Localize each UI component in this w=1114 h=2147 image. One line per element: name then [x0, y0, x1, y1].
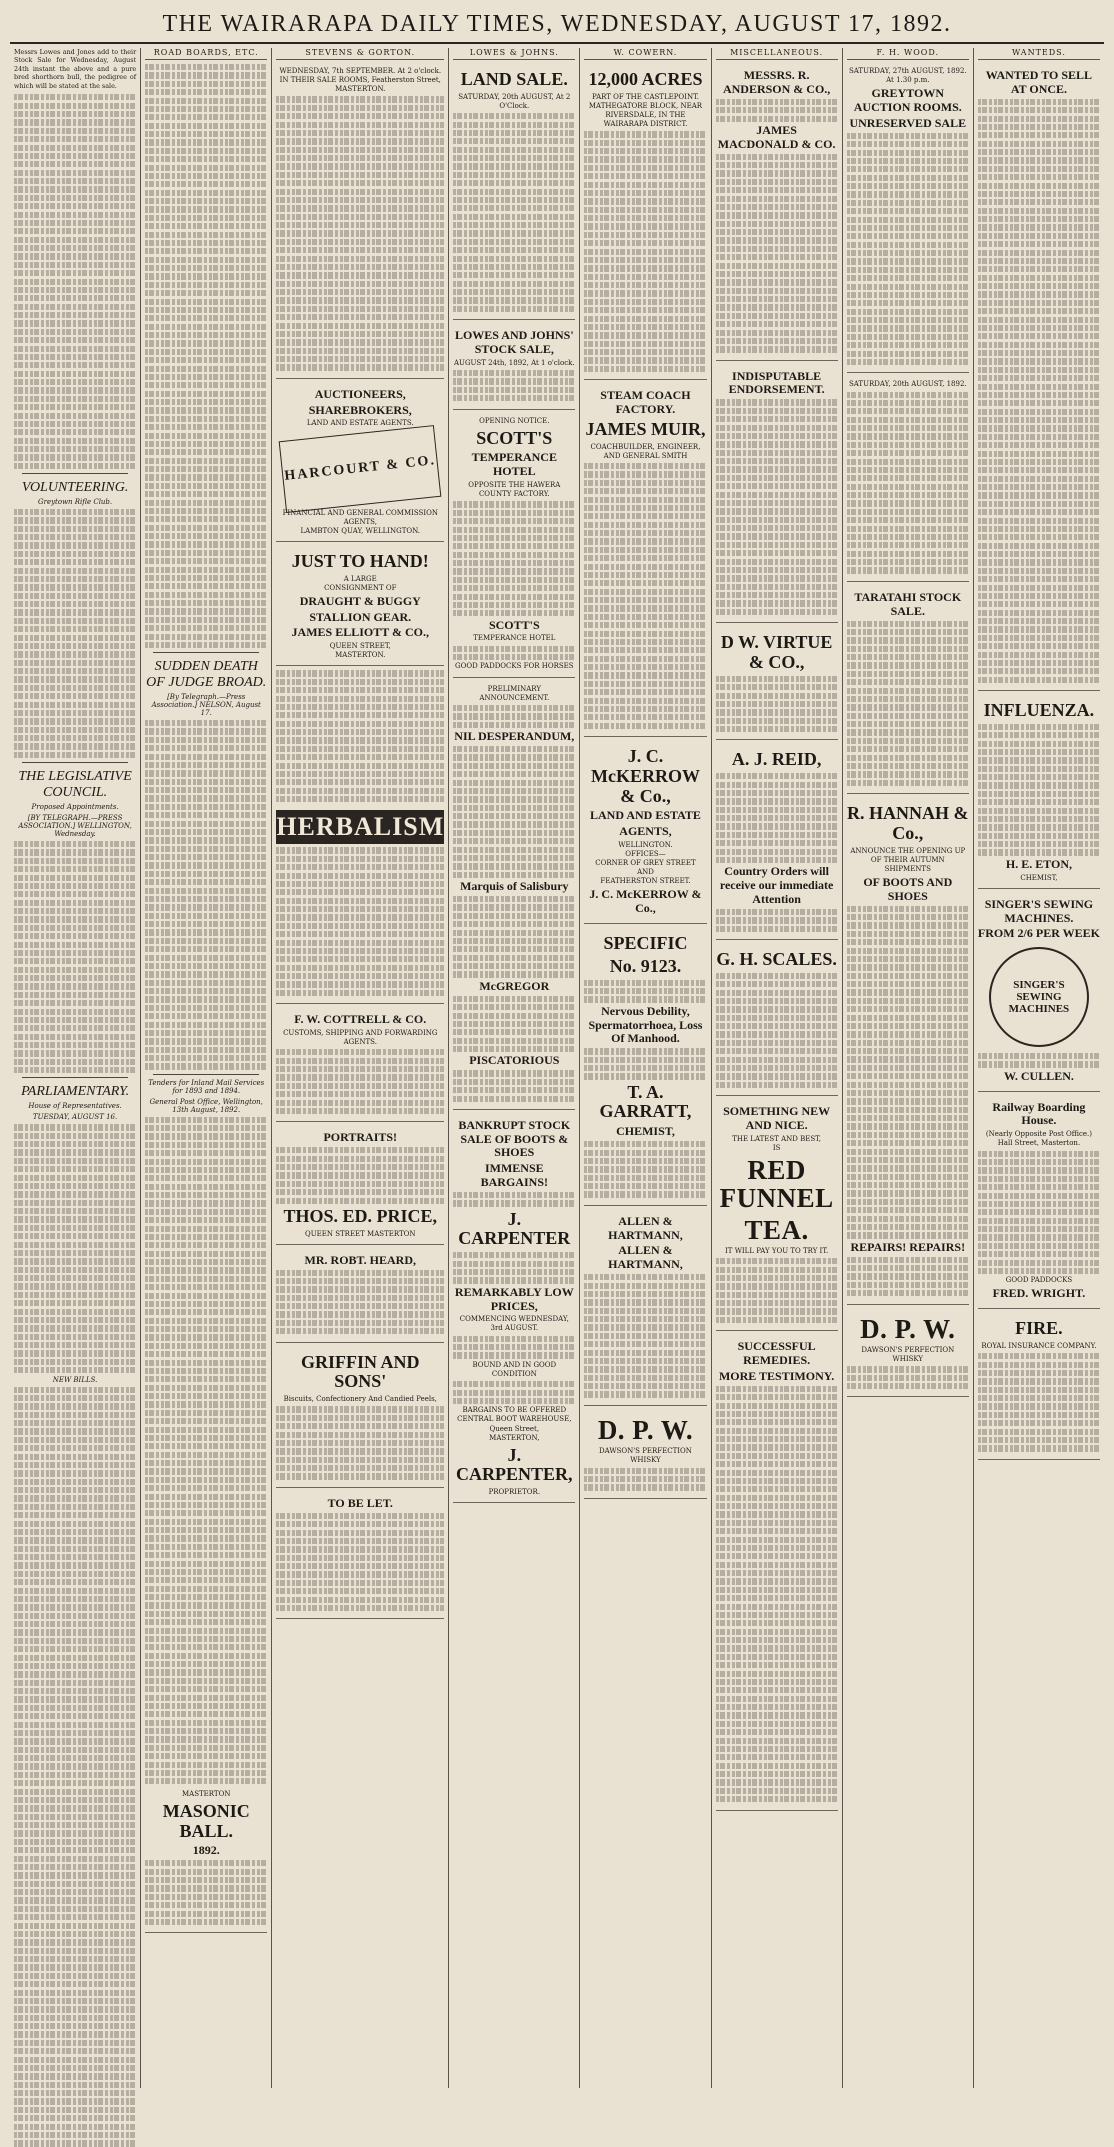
intro-paragraph: Messrs Lowes and Jones add to their Stock Sale for Wednesday, August 24th instant the above and a pure bred shorthorn bull, the pedigree of which will be stated at the sale. [14, 48, 137, 90]
scales: G. H. SCALES. [716, 949, 837, 970]
land-estate: LAND AND ESTATE AGENTS. [306, 419, 414, 428]
agents: AGENTS, [619, 824, 672, 839]
specific: SPECIFIC [603, 933, 688, 954]
carpenter: J. CARPENTER [458, 1208, 571, 1249]
temperance-sub: OPPOSITE THE HAWERA COUNTY FACTORY. [468, 481, 561, 499]
scotts: SCOTT'S [476, 427, 553, 448]
dpw-1-sub: DAWSON'S PERFECTION WHISKY [599, 1447, 692, 1465]
cottrell: F. W. COTTRELL & CO. [294, 1012, 427, 1027]
ad-specific [584, 928, 706, 1206]
remarkably: REMARKABLY LOW PRICES, [454, 1284, 574, 1313]
acres-sub: PART OF THE CASTLEPOINT. MATHEGATORE BLOCK, NEAR RIVERSDALE, IN THE WAIRARAPA DISTRICT. [588, 92, 703, 129]
greytown: GREYTOWN AUCTION ROOMS. [853, 86, 962, 114]
ad-endorsement [716, 365, 838, 624]
ad-dpw-1 [584, 1410, 706, 1499]
land-agents: LAND AND ESTATE [590, 808, 701, 823]
dpw-2: D. P. W. [860, 1313, 956, 1344]
indisputable: INDISPUTABLE ENDORSEMENT. [728, 368, 825, 397]
ad-muir [584, 384, 706, 737]
tenders-title: Tenders for Inland Mail Services for 1893 and 1894. [148, 1078, 265, 1095]
railway: Railway Boarding House. [992, 1099, 1086, 1128]
column-3 [272, 48, 449, 2088]
marquis: Marquis of Salisbury [460, 879, 569, 894]
heading-legislative-council: THE LEGISLATIVE COUNCIL. [18, 769, 132, 801]
ad-fire [978, 1313, 1100, 1460]
scotts-2: SCOTT'S [488, 617, 540, 632]
financial: FINANCIAL AND GENERAL COMMISSION AGENTS, [282, 508, 438, 526]
harcourt-stamp [279, 425, 442, 513]
anderson: MESSRS. R. ANDERSON & CO., [722, 68, 831, 96]
prelim: PRELIMINARY ANNOUNCEMENT. [479, 684, 550, 702]
newspaper-title: THE WAIRARAPA DAILY TIMES, WEDNESDAY, AUGUST 17, 1892. [162, 10, 952, 37]
latest: THE LATEST AND BEST, [732, 1134, 822, 1143]
macdonald: JAMES MACDONALD & CO. [717, 122, 836, 151]
ad-allen [584, 1210, 706, 1406]
tea: TEA. [744, 1214, 809, 1245]
cottrell-sub: CUSTOMS, SHIPPING AND FORWARDING AGENTS. [283, 1028, 438, 1047]
dpw-1: D. P. W. [597, 1414, 694, 1445]
paddocks: GOOD PADDOCKS [1005, 1276, 1073, 1285]
ad-cottrell [276, 1008, 444, 1122]
paddocks: GOOD PADDOCKS FOR HORSES [455, 662, 574, 671]
portraits: PORTRAITS! [323, 1130, 398, 1145]
death-dateline: [By Telegraph.—Press Association.] NELSON, August 17. [151, 693, 261, 718]
repairs: REPAIRS! REPAIRS! [850, 1239, 966, 1254]
house-date: TUESDAY, AUGUST 16. [32, 1113, 118, 1122]
singer-seal-text: SINGER'S SEWING MACHINES [1008, 979, 1070, 1016]
a-large: A LARGE [343, 574, 377, 583]
column-header-miscellaneous: MISCELLANEOUS. [716, 48, 838, 60]
heading-sudden-death: SUDDEN DEATH OF JUDGE BROAD. [146, 659, 267, 691]
opening: OPENING NOTICE. [479, 416, 550, 425]
piscatorious: PISCATORIOUS [469, 1053, 560, 1068]
herbalism: HERBALISM [276, 810, 444, 844]
land-date: SATURDAY, 20th AUGUST, At 2 O'Clock. [458, 92, 571, 110]
ad-mckerrow [584, 741, 706, 924]
griffin-sub: Biscuits, Confectionery And Candied Peels, [283, 1395, 437, 1404]
column-2 [141, 48, 272, 2088]
carpenter-2: J. CARPENTER, [456, 1444, 573, 1485]
singer-seal [989, 947, 1089, 1047]
column-6 [712, 48, 843, 2088]
elliott: JAMES ELLIOTT & CO., [291, 625, 430, 640]
ad-wanted [978, 64, 1100, 691]
acres: 12,000 ACRES [588, 69, 703, 89]
column-header-lowes-johns: LOWES & JOHNS. [453, 48, 575, 60]
garratt: T. A. GARRATT, [599, 1081, 692, 1122]
testimony: MORE TESTIMONY. [718, 1368, 835, 1383]
column-5 [580, 48, 711, 2088]
hannah: R. HANNAH & Co., [847, 803, 969, 843]
column-4 [449, 48, 580, 2088]
muir: JAMES MUIR, [585, 418, 706, 439]
sale-date: WEDNESDAY, 7th SEPTEMBER. At 2 o'clock. [279, 67, 442, 75]
stock-sale: LOWES AND JOHNS' STOCK SALE, [454, 328, 574, 356]
ad-stallions [453, 682, 575, 1110]
bargains: IMMENSE BARGAINS! [480, 1161, 548, 1190]
new-bills-heading: NEW BILLS. [52, 1375, 98, 1384]
ad-herbalism [276, 804, 444, 1004]
ad-acres [584, 64, 706, 380]
stallion: STALLION GEAR. [309, 609, 412, 624]
cullen: W. CULLEN. [1003, 1068, 1074, 1083]
ad-remedies [716, 1335, 838, 1810]
mckerrow: J. C. McKERROW & Co., [590, 746, 700, 806]
commencing: COMMENCING WEDNESDAY, 3rd AUGUST. [459, 1315, 569, 1333]
ad-elliott [276, 546, 444, 667]
ad-carpenter [453, 1114, 575, 1503]
mcgregor: McGREGOR [479, 978, 550, 993]
temperance-2: TEMPERANCE HOTEL [473, 634, 556, 643]
influenza: INFLUENZA. [983, 700, 1095, 721]
eton: H. E. ETON, [1005, 856, 1072, 871]
ad-sale-stevens [276, 64, 444, 379]
it-will-pay: IT WILL PAY YOU TO TRY IT. [725, 1246, 829, 1255]
column-8 [974, 48, 1104, 2088]
masterton: MASTERTON. [335, 651, 386, 660]
column-header-road-boards: ROAD BOARDS, ETC. [145, 48, 267, 60]
queen-st: QUEEN STREET, [329, 642, 391, 651]
tenders-from: General Post Office, Wellington, 13th August, 1892. [149, 1097, 263, 1114]
something: SOMETHING NEW AND NICE. [723, 1104, 831, 1132]
red-funnel: RED FUNNEL [719, 1154, 834, 1214]
taratahi: TARATAHI STOCK SALE. [854, 589, 962, 618]
eton-chemist: CHEMIST, [1020, 873, 1058, 882]
ad-influenza [978, 695, 1100, 889]
masthead [10, 6, 1104, 44]
ad-masonic-ball [145, 1787, 267, 1934]
ad-dpw-2 [847, 1309, 969, 1398]
column-header-cowern: W. COWERN. [584, 48, 706, 60]
nervous: Nervous Debility, Spermatorrhoea, Loss Of Manhood. [588, 1003, 703, 1046]
masonic-town: MASTERTON [181, 1789, 231, 1798]
ad-griffin [276, 1347, 444, 1488]
consignment: CONSIGNMENT OF [324, 583, 397, 592]
ad-land-sale [453, 64, 575, 320]
mckerrow-2: J. C. McKERROW & Co., [589, 887, 702, 916]
is: IS [772, 1143, 781, 1152]
column-header-wanteds: WANTEDS. [978, 48, 1100, 60]
just-to-hand: JUST TO HAND! [291, 550, 429, 571]
from: FROM 2/6 PER WEEK [977, 926, 1100, 941]
ad-stock-sale [453, 324, 575, 409]
ad-reid [716, 744, 838, 940]
draught: DRAUGHT & BUGGY [299, 593, 421, 608]
heading-volunteering: VOLUNTEERING. [21, 479, 129, 495]
stock-date: AUGUST 24th, 1892, At 1 o'clock. [453, 358, 575, 367]
offices: OFFICES— [625, 850, 666, 859]
auctioneers: AUCTIONEERS, [314, 386, 406, 401]
council-dateline: [BY TELEGRAPH.—PRESS ASSOCIATION.] WELLINGTON, Wednesday. [18, 814, 132, 839]
allen-2: ALLEN & HARTMANN, [608, 1243, 683, 1272]
ad-heard [276, 1249, 444, 1343]
wanted: WANTED TO SELL AT ONCE. [985, 68, 1093, 96]
subheading-house: House of Representatives. [28, 1102, 122, 1111]
to-let: TO BE LET. [327, 1495, 393, 1510]
price: THOS. ED. PRICE, [283, 1205, 438, 1226]
ad-wood-sale-2 [847, 377, 969, 582]
virtue: D W. VIRTUE & CO., [720, 632, 833, 673]
ad-harcourt [276, 383, 444, 542]
fire: FIRE. [1015, 1318, 1063, 1339]
railway-sub: (Nearly Opposite Post Office.) [985, 1130, 1092, 1139]
temperance: TEMPERANCE HOTEL [471, 450, 557, 479]
column-header-stevens-gorton: STEVENS & GORTON. [276, 48, 444, 60]
price-sub: QUEEN STREET MASTERTON [305, 1229, 416, 1238]
column-1 [10, 48, 141, 2088]
wellington: WELLINGTON. [618, 840, 673, 849]
ad-singer [978, 893, 1100, 1092]
royal: ROYAL INSURANCE COMPANY. [981, 1341, 1097, 1350]
successful: SUCCESSFUL REMEDIES. [737, 1339, 816, 1367]
ad-scales [716, 944, 838, 1096]
sale-date: SATURDAY, 27th AUGUST, 1892. At 1.30 p.m. [848, 67, 967, 85]
ad-wood-sale [847, 64, 969, 373]
ad-virtue [716, 627, 838, 740]
boots: BANKRUPT STOCK SALE OF BOOTS & SHOES [458, 1117, 571, 1160]
muir-sub: COACHBUILDER, ENGINEER, AND GENERAL SMITH [590, 442, 701, 460]
hannah-boots: OF BOOTS AND SHOES [863, 874, 953, 903]
land-sale: LAND SALE. [460, 69, 568, 89]
sale-place: IN THEIR SALE ROOMS, Featherston Street, MASTERTON. [279, 76, 441, 94]
reid: A. J. REID, [731, 749, 822, 770]
masonic-year: 1892. [192, 1843, 220, 1858]
allen: ALLEN & HARTMANN, [608, 1213, 683, 1242]
hannah-sub: ANNOUNCE THE OPENING UP OF THEIR AUTUMN SHIPMENTS [850, 846, 966, 873]
heard: MR. ROBT. HEARD, [304, 1252, 416, 1267]
central: CENTRAL BOOT WAREHOUSE, Queen Street, [457, 1415, 572, 1433]
steam: STEAM COACH FACTORY. [600, 388, 691, 417]
harcourt-stamp-text: HARCOURT & CO. [283, 452, 437, 484]
ad-taratahi [847, 586, 969, 794]
featherston: FEATHERSTON STREET. [600, 877, 691, 886]
columns [10, 48, 1104, 2088]
hall: Hall Street, Masterton. [997, 1139, 1081, 1148]
column-header-wood: F. H. WOOD. [847, 48, 969, 60]
ad-hannah [847, 798, 969, 1305]
chemist: CHEMIST, [616, 1124, 675, 1139]
unreserved: UNRESERVED SALE [849, 115, 967, 130]
wright: FRED. WRIGHT. [992, 1286, 1086, 1301]
lambton-quay: LAMBTON QUAY, WELLINGTON. [300, 526, 421, 535]
masonic-title: MASONIC BALL. [162, 1800, 250, 1841]
and: AND [637, 868, 654, 877]
subheading-appointments: Proposed Appointments. [31, 803, 119, 812]
singers: SINGER'S SEWING MACHINES. [984, 896, 1094, 925]
ad-price [276, 1126, 444, 1244]
column-7 [843, 48, 974, 2088]
dpw-2-sub: DAWSON'S PERFECTION WHISKY [861, 1345, 955, 1364]
ad-red-funnel [716, 1100, 838, 1331]
specific-no: No. 9123. [609, 955, 682, 976]
bargains-2: BARGAINS TO BE OFFERED [462, 1406, 567, 1415]
sale-2: SATURDAY, 20th AUGUST, 1892. [848, 380, 967, 389]
proprietor: PROPRIETOR. [488, 1488, 541, 1497]
ad-anderson [716, 64, 838, 361]
country-orders: Country Orders will receive our immediate Attention [719, 864, 834, 906]
ad-scotts [453, 414, 575, 678]
masterton-2: MASTERTON, [489, 1433, 540, 1442]
corner: CORNER OF GREY STREET [595, 859, 696, 868]
heading-parliamentary: PARLIAMENTARY. [21, 1084, 130, 1100]
ad-to-let [276, 1492, 444, 1619]
bound: BOUND AND IN GOOD CONDITION [472, 1360, 557, 1378]
subheading-rifle-club: Greytown Rifle Club. [38, 497, 113, 506]
sharebrokers: SHAREBROKERS, [308, 402, 412, 417]
griffin: GRIFFIN AND SONS' [301, 1351, 420, 1392]
ad-railway [978, 1096, 1100, 1309]
desperandum: NIL DESPERANDUM, [454, 729, 575, 744]
